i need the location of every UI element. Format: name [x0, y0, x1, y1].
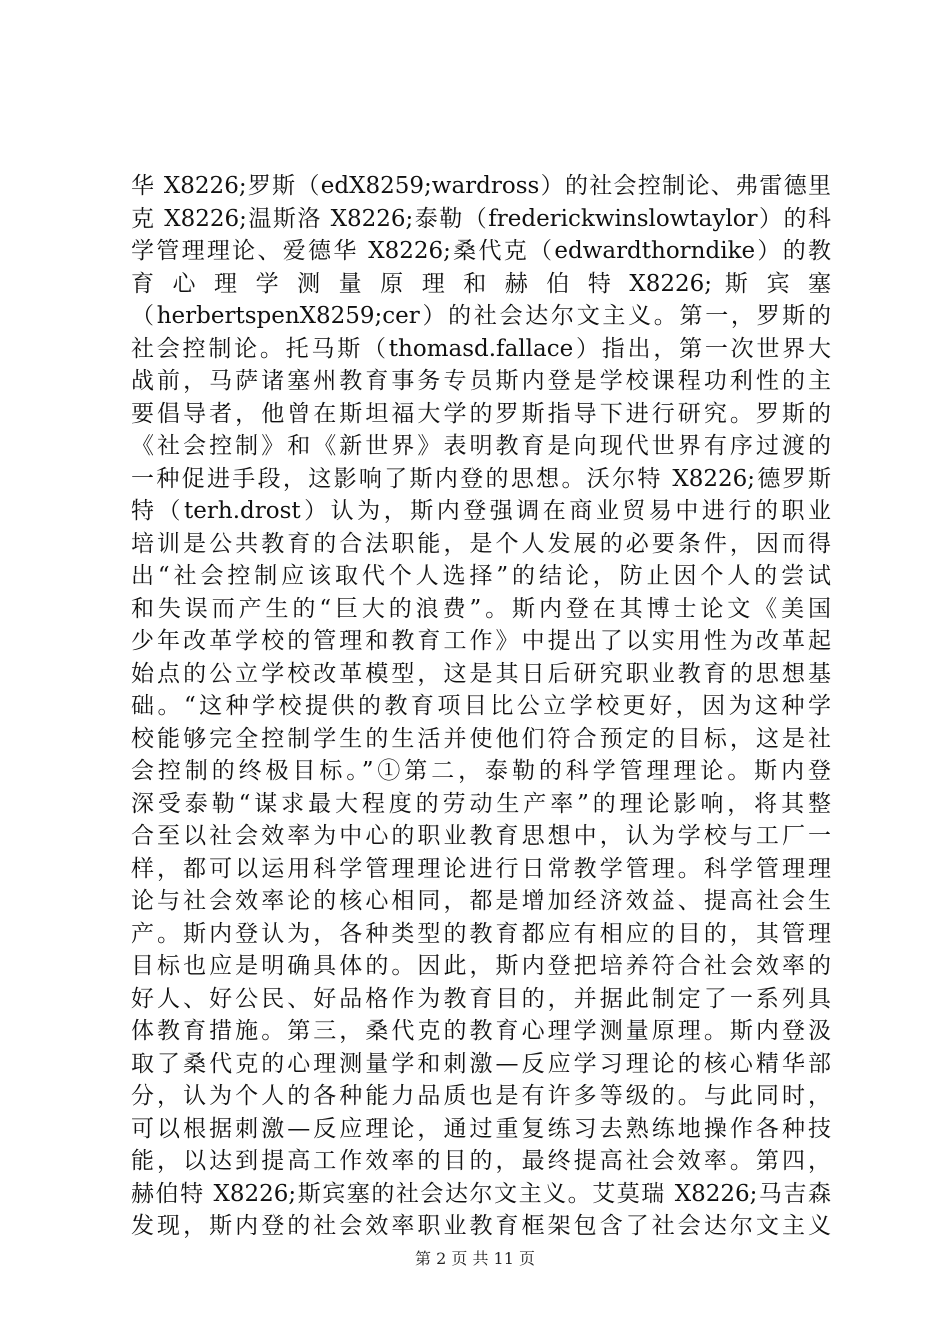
text-line: 始点的公立学校改革模型，这是其日后研究职业教育的思想基: [131, 660, 831, 687]
page-number-label: 第 2 页 共 11 页: [415, 1249, 535, 1268]
text-line: 好人、好公民、好品格作为教育目的，并据此制定了一系列具: [131, 985, 831, 1012]
text-line: 育 心 理 学 测 量 原 理 和 赫 伯 特 X8226; 斯 宾 塞: [131, 270, 831, 297]
text-line: 华 X8226;罗斯（edX8259;wardross）的社会控制论、弗雷德里: [131, 173, 831, 199]
text-line: 《社会控制》和《新世界》表明教育是向现代世界有序过渡的: [131, 433, 831, 459]
text-line: 能，以达到提高工作效率的目的，最终提高社会效率。第四，: [131, 1148, 831, 1174]
text-line: 战前，马萨诸塞州教育事务专员斯内登是学校课程功利性的主: [131, 368, 831, 394]
text-line: 分，认为个人的各种能力品质也是有许多等级的。与此同时，: [131, 1083, 831, 1109]
text-line: 深受泰勒“谋求最大程度的劳动生产率”的理论影响，将其整: [131, 790, 831, 817]
text-line: 论与社会效率论的核心相同，都是增加经济效益、提高社会生: [131, 888, 831, 914]
text-line: 学管理理论、爱德华 X8226;桑代克（edwardthorndike）的教: [131, 238, 831, 264]
text-line: 样，都可以运用科学管理理论进行日常教学管理。科学管理理: [131, 855, 831, 882]
text-line: 特（terh.drost）认为，斯内登强调在商业贸易中进行的职业: [131, 498, 831, 524]
text-line: 发现，斯内登的社会效率职业教育框架包含了社会达尔文主义: [131, 1213, 831, 1239]
text-line: 会控制的终极目标。”①第二，泰勒的科学管理理论。斯内登: [131, 758, 831, 784]
text-line: 和失误而产生的“巨大的浪费”。斯内登在其博士论文《美国: [131, 595, 831, 622]
text-line: 一种促进手段，这影响了斯内登的思想。沃尔特 X8226;德罗斯: [131, 465, 831, 492]
text-line: 赫伯特 X8226;斯宾塞的社会达尔文主义。艾莫瑞 X8226;马吉森: [131, 1180, 831, 1207]
text-line: 合至以社会效率为中心的职业教育思想中，认为学校与工厂一: [131, 823, 831, 849]
text-line: 克 X8226;温斯洛 X8226;泰勒（frederickwinslowtaylor）的科: [131, 205, 831, 232]
body-text: [131, 170, 831, 1243]
text-line: 要倡导者，他曾在斯坦福大学的罗斯指导下进行研究。罗斯的: [131, 400, 831, 427]
page-footer: [0, 1246, 950, 1269]
text-line: 体教育措施。第三，桑代克的教育心理学测量原理。斯内登汲: [131, 1018, 831, 1044]
text-line: 目标也应是明确具体的。因此，斯内登把培养符合社会效率的: [131, 953, 831, 979]
text-line: 校能够完全控制学生的生活并使他们符合预定的目标，这是社: [131, 725, 831, 752]
text-line: 出“社会控制应该取代个人选择”的结论，防止因个人的尝试: [131, 563, 831, 589]
text-line: （herbertspenX8259;cer）的社会达尔文主义。第一，罗斯的: [131, 303, 831, 329]
text-line: 培训是公共教育的合法职能，是个人发展的必要条件，因而得: [131, 530, 831, 557]
text-line: 社会控制论。托马斯（thomasd.fallace）指出，第一次世界大: [131, 335, 831, 362]
text-line: 可以根据刺激—反应理论，通过重复练习去熟练地操作各种技: [131, 1115, 831, 1142]
text-line: 少年改革学校的管理和教育工作》中提出了以实用性为改革起: [131, 628, 831, 654]
text-line: 取了桑代克的心理测量学和刺激—反应学习理论的核心精华部: [131, 1050, 831, 1077]
text-line: 产。斯内登认为，各种类型的教育都应有相应的目的，其管理: [131, 920, 831, 947]
text-line: 础。“这种学校提供的教育项目比公立学校更好，因为这种学: [131, 693, 831, 719]
